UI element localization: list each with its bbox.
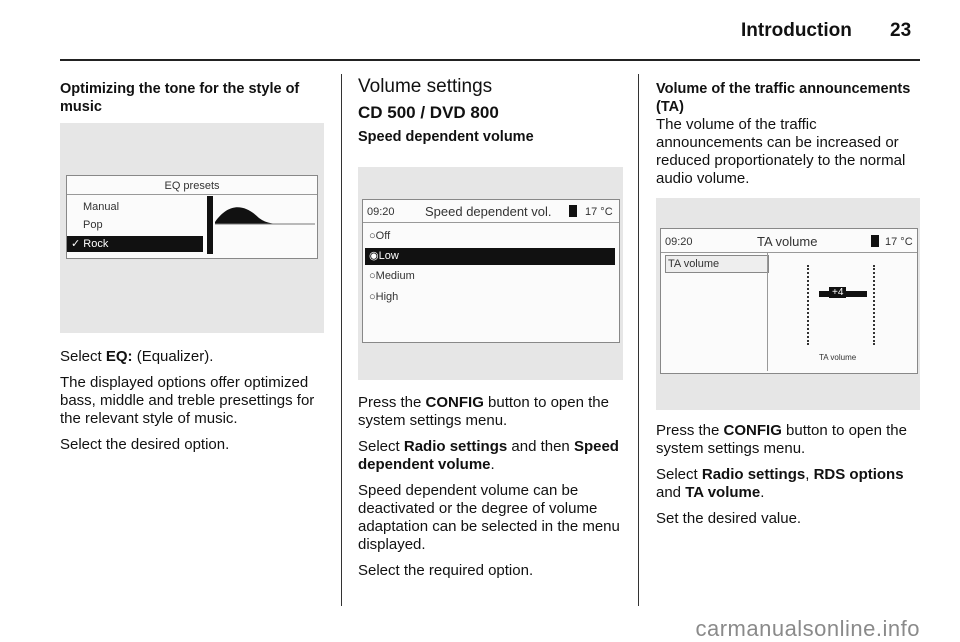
option-label: Low	[378, 250, 399, 262]
option-off: ○Off	[369, 230, 391, 242]
text: .	[760, 484, 765, 501]
info-icon	[569, 205, 577, 217]
menu-term: RDS options	[813, 466, 904, 483]
page-header-title: Introduction	[741, 20, 852, 41]
screen-divider	[661, 252, 917, 253]
paragraph: Select the desired option.	[60, 436, 230, 453]
text: Press the	[656, 422, 724, 439]
screen-divider	[67, 194, 317, 195]
text: button to open the system settings menu.	[656, 422, 907, 457]
menu-term: TA volume	[685, 484, 761, 501]
paragraph: The volume of the traffic announcements can be increased or reduced proportionately to the normal audio volume.	[656, 116, 906, 187]
paragraph	[656, 466, 924, 502]
button-term: CONFIG	[425, 394, 484, 411]
option-label: High	[375, 291, 399, 303]
ta-volume-screen	[660, 228, 918, 374]
paragraph: The displayed options offer optimized bass, middle and treble presettings for the relevant style of music.	[60, 374, 315, 427]
ta-volume-menu-item: TA volume	[665, 255, 769, 273]
subsection-heading: Volume of the traffic announcements (TA)	[656, 81, 911, 115]
paragraph	[60, 348, 328, 366]
text: Select	[358, 438, 404, 455]
option-medium: ○Medium	[369, 270, 415, 282]
pane-divider	[767, 253, 768, 371]
column-2-body	[358, 394, 626, 588]
column-1-body	[60, 348, 328, 462]
screen-title: Speed dependent vol.	[425, 204, 552, 219]
text: Select	[60, 348, 106, 365]
temperature: 17 °C	[885, 236, 913, 248]
section-title: Volume settings	[358, 76, 493, 97]
column-3	[656, 80, 922, 196]
column-3-body	[656, 422, 924, 536]
scale-left	[807, 265, 811, 345]
option-high: ○High	[369, 291, 399, 303]
eq-presets-screen	[66, 175, 318, 259]
column-divider	[638, 74, 639, 606]
eq-option-rock	[67, 236, 203, 252]
section-heading: Optimizing the tone for the style of music	[60, 81, 300, 115]
speed-volume-screen	[362, 199, 620, 343]
paragraph: Speed dependent volume can be deactivated or the degree of volume adaptation can be selected in the menu displayed.	[358, 482, 620, 553]
option-label: Off	[375, 230, 391, 242]
text: and then	[507, 438, 574, 455]
column-divider	[341, 74, 342, 606]
volume-caption: TA volume	[819, 353, 857, 362]
eq-presets-screen-photo	[60, 123, 324, 333]
scrollbar	[207, 196, 213, 254]
clock: 09:20	[367, 206, 395, 218]
scale-right	[873, 265, 877, 345]
column-1	[60, 80, 325, 116]
eq-presets-title: EQ presets	[164, 180, 220, 192]
paragraph	[656, 422, 924, 458]
temperature: 17 °C	[585, 206, 613, 218]
clock: 09:20	[665, 236, 693, 248]
text: and	[656, 484, 686, 501]
check-icon: ✓	[71, 238, 81, 250]
subsection-title: CD 500 / DVD 800	[358, 103, 499, 122]
eq-option-pop: Pop	[83, 219, 103, 231]
paragraph	[358, 438, 626, 474]
text: Select	[656, 466, 702, 483]
menu-term: EQ:	[105, 348, 133, 365]
menu-term: Radio settings	[701, 466, 806, 483]
info-icon	[871, 235, 879, 247]
text: Press the	[358, 394, 426, 411]
paragraph	[358, 394, 626, 430]
ta-volume-screen-photo	[656, 198, 920, 410]
paragraph: Select the required option.	[358, 562, 534, 579]
column-2	[358, 78, 628, 146]
menu-term: Speed dependent volume	[358, 438, 619, 473]
text: button to open the system settings menu.	[358, 394, 609, 429]
watermark: carmanualsonline.info	[695, 616, 920, 641]
option-label: Medium	[375, 270, 415, 282]
subsection-heading: Speed dependent volume	[358, 129, 534, 145]
option-low	[365, 248, 615, 265]
eq-curve-graphic	[215, 196, 315, 236]
page-number: 23	[890, 20, 912, 41]
paragraph: Set the desired value.	[656, 510, 802, 527]
eq-option-label: Rock	[83, 238, 109, 250]
eq-option-manual: Manual	[83, 201, 120, 213]
text: (Equalizer).	[132, 348, 214, 365]
screen-title: TA volume	[757, 234, 818, 249]
radio-selected-icon: ◉	[369, 250, 379, 262]
button-term: CONFIG	[723, 422, 782, 439]
text: .	[490, 456, 495, 473]
screen-divider	[363, 222, 619, 223]
menu-term: Radio settings	[403, 438, 508, 455]
volume-value: +4	[829, 287, 846, 298]
text: ,	[805, 466, 814, 483]
header-rule	[60, 59, 920, 61]
speed-volume-screen-photo	[358, 167, 623, 380]
